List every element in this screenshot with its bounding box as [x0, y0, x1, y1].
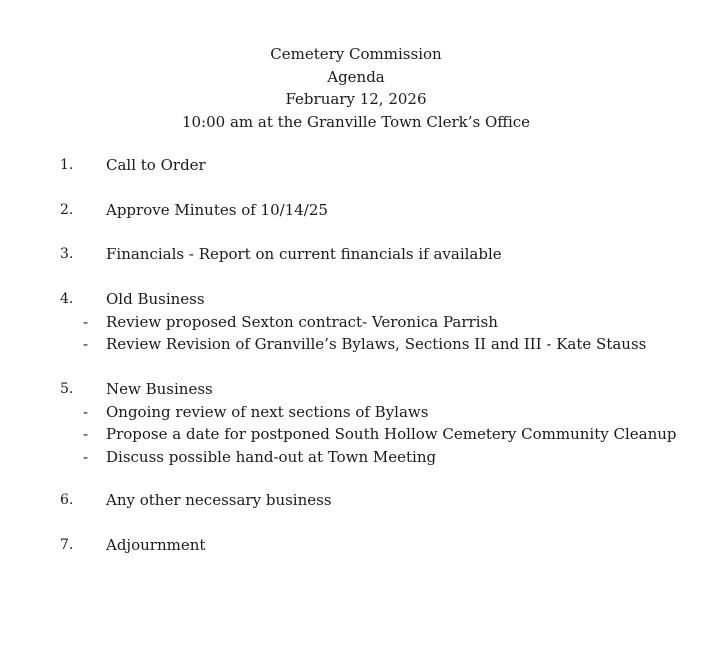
sub-item-text: Propose a date for postponed South Hollow Cemetery Community Cleanup	[106, 425, 677, 443]
item-number: 5.	[60, 381, 74, 397]
dash-bullet: -	[83, 402, 89, 421]
sub-item-text: Review proposed Sexton contract- Veronica Parrish	[106, 312, 498, 331]
agenda-item-6	[0, 489, 712, 512]
item-text: Call to Order	[106, 156, 206, 174]
item-number: 6.	[60, 492, 74, 508]
meeting-time-location: 10:00 am at the Granville Town Clerk’s Office	[181, 112, 531, 131]
agenda-item-7	[0, 534, 712, 557]
agenda-header	[0, 43, 712, 133]
item-number: 2.	[60, 202, 74, 218]
sub-item	[0, 401, 712, 424]
agenda-subtitle: Agenda	[327, 67, 385, 86]
item-text: Old Business	[106, 290, 205, 308]
agenda-item-2	[0, 199, 712, 222]
item-text: Adjournment	[106, 536, 206, 554]
agenda-item-5	[0, 378, 712, 468]
sub-item	[0, 423, 712, 446]
meeting-date: February 12, 2026	[285, 90, 427, 108]
sub-item-text: Discuss possible hand-out at Town Meeting	[106, 447, 437, 466]
dash-bullet: -	[83, 312, 89, 331]
dash-bullet: -	[83, 425, 89, 443]
agenda-item-4	[0, 288, 712, 356]
item-number: 4.	[60, 291, 74, 307]
item-text: New Business	[106, 380, 213, 398]
dash-bullet: -	[83, 447, 89, 466]
item-number: 3.	[60, 246, 74, 262]
sub-item	[0, 446, 712, 469]
item-number: 1.	[60, 157, 74, 173]
sub-item	[0, 333, 712, 356]
agenda-item-1	[0, 154, 712, 177]
sub-item-text: Review Revision of Granville’s Bylaws, Sections II and III - Kate Stauss	[106, 335, 647, 353]
agenda-item-3	[0, 243, 712, 266]
item-text: Approve Minutes of 10/14/25	[106, 201, 328, 219]
sub-item	[0, 311, 712, 334]
sub-item-text: Ongoing review of next sections of Bylaws	[106, 402, 429, 421]
item-text: Any other necessary business	[106, 491, 332, 509]
dash-bullet: -	[83, 335, 89, 353]
item-text: Financials - Report on current financials if available	[106, 245, 502, 263]
item-number: 7.	[60, 537, 74, 553]
commission-title: Cemetery Commission	[270, 45, 442, 63]
